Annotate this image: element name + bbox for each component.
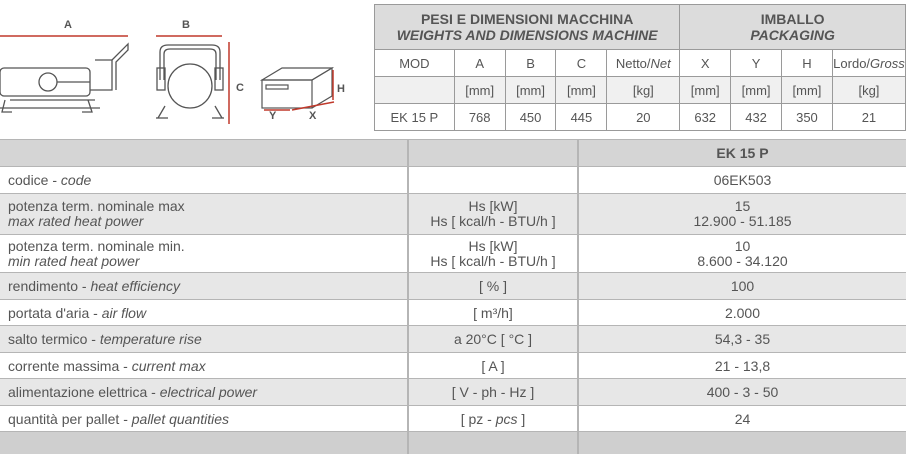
spec-value: 2.000 xyxy=(578,300,906,326)
spec-label xyxy=(0,326,408,353)
unit-cell: [mm] xyxy=(680,77,731,104)
spec-footer-row xyxy=(0,432,906,455)
spec-row-temperature-rise xyxy=(0,326,906,353)
col-h: H xyxy=(782,50,833,77)
dimensions-data-row xyxy=(375,104,906,131)
dimension-label-a: A xyxy=(64,19,72,31)
label-en: heat efficiency xyxy=(90,278,180,294)
data-cell: 432 xyxy=(731,104,782,131)
packaging-title-en: PACKAGING xyxy=(750,27,835,43)
spec-unit: [ m³/h] xyxy=(408,300,578,326)
col-gross-en: Gross xyxy=(870,55,905,71)
dimensions-table xyxy=(374,4,906,131)
unit-part: ] xyxy=(517,410,526,427)
spec-row-current-max xyxy=(0,353,906,379)
spec-value: 100 xyxy=(578,273,906,300)
spec-unit xyxy=(408,167,578,194)
spec-label xyxy=(0,379,408,406)
weights-dimensions-header xyxy=(375,5,680,50)
spec-value: 06EK503 xyxy=(578,167,906,194)
unit-cell: [mm] xyxy=(505,77,556,104)
spec-label xyxy=(0,235,408,273)
col-gross xyxy=(832,50,905,77)
value-line: 12.900 - 51.185 xyxy=(693,213,792,229)
dimension-label-y: Y xyxy=(269,110,277,122)
label-en: current max xyxy=(131,357,206,374)
col-mod: MOD xyxy=(375,50,455,77)
spec-row-min-power xyxy=(0,235,906,273)
spec-row-pallet-quantities xyxy=(0,406,906,432)
dimension-label-x: X xyxy=(309,110,317,122)
unit-cell: [mm] xyxy=(454,77,505,104)
unit-cell: [mm] xyxy=(782,77,833,104)
value-line: 8.600 - 34.120 xyxy=(697,252,788,269)
spec-header-empty xyxy=(0,140,408,167)
data-cell: 450 xyxy=(505,104,556,131)
unit-part-en: pcs xyxy=(495,410,518,427)
spec-footer-cell xyxy=(578,432,906,455)
dimensions-column-headers xyxy=(375,50,906,77)
label-it: alimentazione elettrica - xyxy=(8,384,160,400)
col-net xyxy=(607,50,680,77)
data-cell: 445 xyxy=(556,104,607,131)
spec-row-air-flow xyxy=(0,300,906,326)
label-it: quantità per pallet - xyxy=(8,410,132,427)
data-cell: 20 xyxy=(607,104,680,131)
data-cell: 350 xyxy=(782,104,833,131)
spec-unit xyxy=(408,235,578,273)
spec-value: 24 xyxy=(578,406,906,432)
spec-value: 54,3 - 35 xyxy=(578,326,906,353)
spec-label xyxy=(0,300,408,326)
spec-value: 21 - 13,8 xyxy=(578,353,906,379)
data-cell: 21 xyxy=(832,104,905,131)
data-cell: 632 xyxy=(680,104,731,131)
spec-row-electrical-power xyxy=(0,379,906,406)
spec-row-efficiency xyxy=(0,273,906,300)
packaging-header xyxy=(680,5,906,50)
unit-line: Hs [kW] xyxy=(468,237,518,254)
spec-unit: a 20°C [ °C ] xyxy=(408,326,578,353)
data-cell: EK 15 P xyxy=(375,104,455,131)
label-it: salto termico - xyxy=(8,331,100,347)
spec-footer-cell xyxy=(408,432,578,455)
spec-model-header: EK 15 P xyxy=(578,140,906,167)
machine-drawings xyxy=(0,0,370,135)
spec-label xyxy=(0,194,408,235)
spec-header-row xyxy=(0,140,906,167)
unit-cell: [kg] xyxy=(832,77,905,104)
col-a: A xyxy=(454,50,505,77)
spec-value: 400 - 3 - 50 xyxy=(578,379,906,406)
spec-label xyxy=(0,353,408,379)
label-it: codice - xyxy=(8,172,61,188)
label-en: air flow xyxy=(101,304,147,321)
spec-row-code xyxy=(0,167,906,194)
label-en: min rated heat power xyxy=(8,252,140,269)
label-it: potenza term. nominale min. xyxy=(8,237,185,254)
unit-cell: [mm] xyxy=(556,77,607,104)
unit-line: Hs [kW] xyxy=(468,198,518,214)
label-en: pallet quantities xyxy=(131,410,230,427)
spec-header-empty xyxy=(408,140,578,167)
label-en: code xyxy=(60,172,92,188)
value-line: 10 xyxy=(734,237,751,254)
spec-unit: [ V - ph - Hz ] xyxy=(408,379,578,406)
col-c: C xyxy=(556,50,607,77)
spec-unit: [ A ] xyxy=(408,353,578,379)
spec-footer-cell xyxy=(0,432,408,455)
label-en: electrical power xyxy=(159,384,258,400)
spec-label xyxy=(0,167,408,194)
label-it: corrente massima - xyxy=(8,357,132,374)
col-net-it: Netto/ xyxy=(615,55,651,71)
col-y: Y xyxy=(731,50,782,77)
weights-title: PESI E DIMENSIONI MACCHINA xyxy=(420,11,634,27)
weights-title-en: WEIGHTS AND DIMENSIONS MACHINE xyxy=(396,27,658,43)
dimension-label-h: H xyxy=(337,83,345,95)
label-it: portata d'aria - xyxy=(8,304,102,321)
spec-unit: [ % ] xyxy=(408,273,578,300)
col-gross-it: Lordo/ xyxy=(833,55,871,71)
label-it: potenza term. nominale max xyxy=(8,198,185,214)
spec-unit xyxy=(408,194,578,235)
unit-line: Hs [ kcal/h - BTU/h ] xyxy=(430,213,556,229)
packaging-title: IMBALLO xyxy=(760,11,825,27)
unit-line: Hs [ kcal/h - BTU/h ] xyxy=(430,252,556,269)
spec-value xyxy=(578,235,906,273)
spec-row-max-power xyxy=(0,194,906,235)
col-net-en: Net xyxy=(650,55,671,71)
unit-cell: [kg] xyxy=(607,77,680,104)
unit-cell xyxy=(375,77,455,104)
dimension-label-b: B xyxy=(182,19,190,31)
spec-unit xyxy=(408,406,578,432)
spec-value xyxy=(578,194,906,235)
label-en: temperature rise xyxy=(99,331,202,347)
data-cell: 768 xyxy=(454,104,505,131)
spec-table xyxy=(0,139,906,454)
label-it: rendimento - xyxy=(8,278,91,294)
unit-part: [ pz - xyxy=(460,410,496,427)
dimension-label-c: C xyxy=(236,82,244,94)
spec-label xyxy=(0,273,408,300)
unit-cell: [mm] xyxy=(731,77,782,104)
col-b: B xyxy=(505,50,556,77)
value-line: 15 xyxy=(734,198,751,214)
col-x: X xyxy=(680,50,731,77)
dimensions-units-row xyxy=(375,77,906,104)
spec-label xyxy=(0,406,408,432)
label-en: max rated heat power xyxy=(8,213,144,229)
